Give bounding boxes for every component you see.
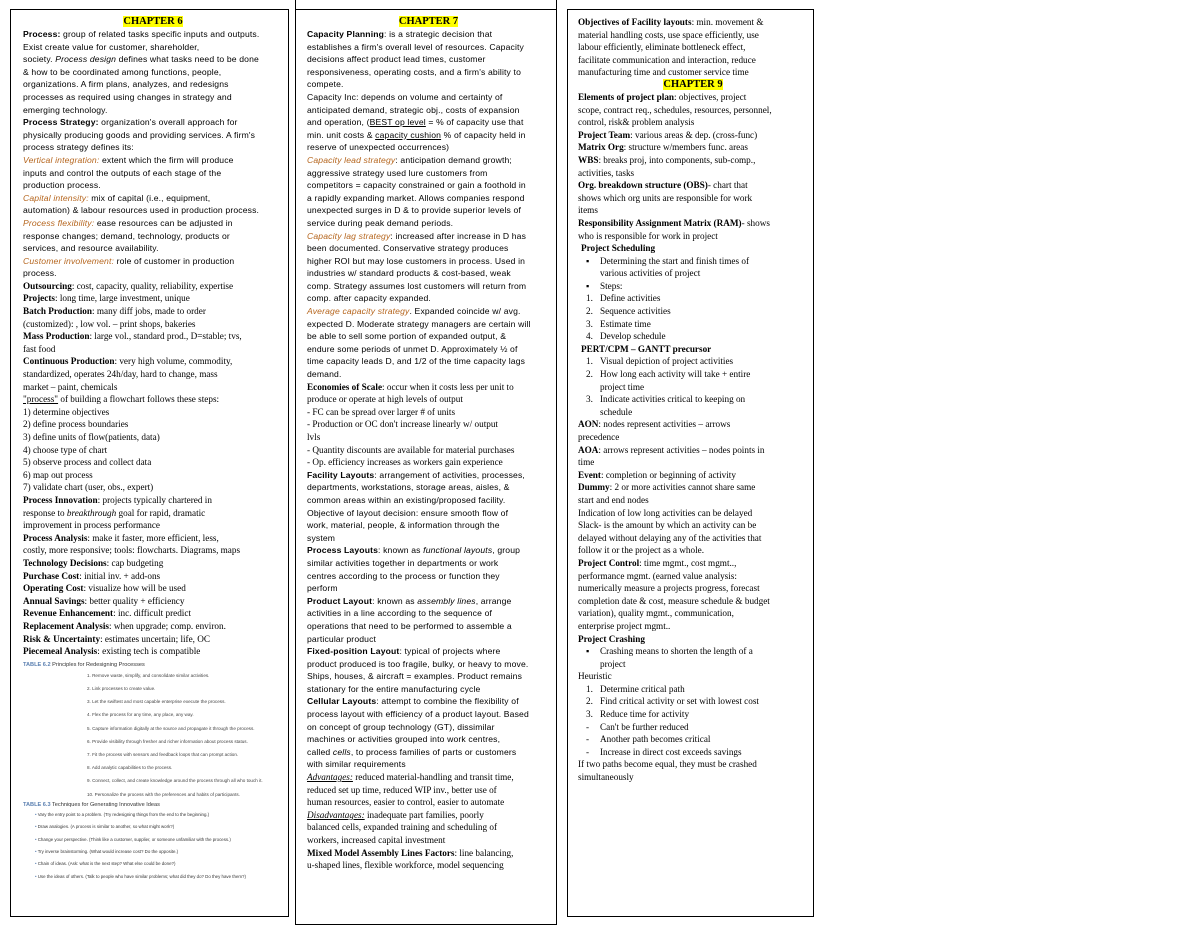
text-line: service during peak demand periods. — [307, 217, 454, 228]
project-plan-notes — [578, 91, 808, 242]
text-line: reserve of unexpected occurrences) — [307, 142, 450, 153]
text-line: market – paint, chemicals — [23, 381, 118, 392]
text-line: comp. after capacity expanded. — [307, 293, 431, 304]
text-line: centres according to the process or function they — [307, 570, 500, 581]
text-line: perform — [307, 583, 338, 594]
text-line: Customer involvement: role of customer in production — [23, 255, 235, 266]
text-line: 4) choose type of chart — [23, 444, 108, 455]
text-line: Slack- is the amount by which an activity can be — [578, 520, 757, 531]
text-line: time — [578, 457, 595, 468]
text-line: activities in a line according to the sequence of — [307, 608, 493, 619]
text-line: Dummy: 2 or more activities cannot share same — [578, 482, 756, 493]
text-line: Capacity Planning: is a strategic decision that — [307, 29, 493, 39]
list-item: 2. Sequence activities — [586, 306, 671, 317]
facility-layout-notes — [307, 469, 550, 771]
text-line: production process. — [23, 180, 101, 191]
text-line: Capital intensity: mix of capital (i.e., equipment, — [23, 192, 211, 203]
process-strategy-notes — [23, 28, 283, 280]
text-line: Operating Cost: visualize how will be used — [23, 583, 186, 594]
text-line: Vertical integration: extent which the firm will produce — [23, 154, 234, 165]
list-item: various activities of project — [600, 268, 701, 279]
scheduling-steps — [578, 292, 808, 342]
text-line: process strategy defines its: — [23, 142, 134, 153]
text-line: Capacity Inc: depends on volume and certainty of — [307, 91, 503, 102]
text-line: fast food — [23, 343, 56, 354]
text-line: workers, increased capital investment — [307, 835, 446, 845]
text-line: Purchase Cost: initial inv. + add-ons — [23, 570, 161, 581]
text-line: emerging technology. — [23, 104, 108, 115]
text-line: common areas within an existing/proposed facility. — [307, 494, 506, 505]
text-line: 2) define process boundaries — [23, 419, 129, 430]
text-line: endure some periods of unmet D. Approximately ½ of — [307, 343, 518, 354]
production-types-notes — [23, 280, 283, 658]
text-line: (customized): , low vol. – print shops, bakeries — [23, 318, 196, 329]
text-line: product produced is too fragile, bulky, or heavy to move. — [307, 658, 529, 669]
text-line: called cells, to process families of parts or customers — [307, 746, 517, 757]
text-line: completion date & cost, measure schedule & budget — [578, 595, 770, 606]
facility-objectives-notes — [578, 16, 808, 79]
text-line: Objectives of Facility layouts: min. movement & — [578, 17, 764, 27]
text-line: and operation, (BEST op level = % of capacity use that — [307, 117, 524, 128]
text-line: Matrix Org: structure w/members func. areas — [578, 142, 748, 153]
text-line: Org. breakdown structure (OBS)- chart that — [578, 180, 748, 191]
chapter-7-column — [295, 9, 557, 925]
text-line: Piecemeal Analysis: existing tech is compatible — [23, 646, 201, 657]
text-line: system — [307, 532, 336, 543]
text-line: activities, tasks — [578, 167, 635, 178]
principles-list — [23, 669, 283, 801]
text-line: follow it or the project as a whole. — [578, 545, 705, 556]
text-line: Process Analysis: make it faster, more efficient, less, — [23, 532, 219, 543]
text-line: enterprise project mgmt.. — [578, 620, 671, 631]
scheduling-heading: Project Scheduling — [581, 243, 656, 254]
technique-row: • Chain of ideas. (Ask: what is the next step? What else could be done?) — [35, 861, 176, 867]
text-line: time capacity leads D, and 1/2 of the time capacity lags — [307, 356, 526, 367]
text-line: Process Strategy: organization's overall approach for — [23, 117, 238, 128]
text-line: Responsibility Assignment Matrix (RAM)- shows — [578, 217, 770, 228]
text-line: Product Layout: known as assembly lines, arrange — [307, 595, 512, 606]
chapter-7-title: CHAPTER 7 — [398, 16, 459, 27]
closing-note — [578, 758, 808, 783]
text-line: operations that need to be performed to assemble a — [307, 620, 512, 631]
text-line: reduced set up time, reduced WIP inv., better use of — [307, 784, 497, 795]
text-line: a rapidly expanding market. Allows companies respond — [307, 192, 525, 203]
crashing-list — [578, 645, 808, 670]
text-line: items — [578, 205, 598, 216]
technique-row: • Vary the entry point to a problem. (Try redesigning things from the end to the beginning.) — [35, 811, 210, 817]
text-line: Mixed Model Assembly Lines Factors: line balancing, — [307, 847, 514, 858]
list-item: ▪ Steps: — [586, 280, 623, 291]
text-line: Batch Production: many diff jobs, made to order — [23, 306, 206, 317]
text-line: Objective of layout decision: ensure smooth flow of — [307, 507, 509, 518]
text-line: similar activities together in departments or work — [307, 557, 499, 568]
text-line: Exist create value for customer, shareholder, — [23, 41, 200, 52]
list-item: - Increase in direct cost exceeds savings — [586, 746, 742, 757]
text-line: higher ROI but may lose customers in process. Used in — [307, 255, 526, 266]
text-line: scope, contract req., schedules, resources, personnel, — [578, 104, 772, 115]
text-line: response to breakthrough goal for rapid, dramatic — [23, 507, 206, 518]
principle-row: 7. Fit the process with sensors and feedback loops that can prompt action. — [87, 751, 239, 757]
text-line: - Production or OC don't increase linearly w/ output — [307, 419, 498, 430]
text-line: industries w/ standard products & cost-based, weak — [307, 268, 511, 279]
text-line: decisions affect product lead times, customer — [307, 54, 486, 65]
principle-row: 10. Personalize the process with the preferences and habits of participants. — [87, 791, 240, 797]
text-line: society. Process design defines what tasks need to be done — [23, 54, 259, 65]
figure-caption: TABLE 6.2 Principles for Redesigning Processes — [23, 661, 145, 668]
text-line: be able to sell some portion of expanded output, & — [307, 331, 507, 342]
text-line: lvls — [307, 432, 321, 442]
list-item: 3. Estimate time — [586, 318, 651, 329]
text-line: Risk & Uncertainty: estimates uncertain; life, OC — [23, 633, 211, 644]
cellular-layout-notes — [307, 771, 550, 872]
text-line: Capacity lead strategy: anticipation demand growth; — [307, 154, 512, 165]
text-line: costly, more responsive; tools: flowcharts. Diagrams, maps — [23, 545, 241, 556]
text-line: WBS: breaks proj, into components, sub-comp., — [578, 154, 756, 165]
text-line: services, and resource availability. — [23, 243, 159, 254]
text-line: Project Crashing — [578, 633, 645, 644]
text-line: response changes; demand, technology, products or — [23, 230, 230, 241]
text-line: Average capacity strategy. Expanded coincide w/ avg. — [307, 306, 521, 317]
chapter-9-title: CHAPTER 9 — [663, 78, 723, 90]
list-item: 2. Find critical activity or set with lowest cost — [586, 696, 759, 707]
heuristic-list — [578, 683, 808, 759]
text-line: comp. Strategy assumes lost customers will return from — [307, 280, 527, 291]
text-line: Project Control: time mgmt., cost mgmt.., — [578, 557, 737, 568]
economies-of-scale-notes — [307, 381, 550, 469]
text-line: 5) observe process and collect data — [23, 457, 152, 468]
text-line: 3) define units of flow(patients, data) — [23, 432, 160, 442]
text-line: Ships, houses, & aircraft = examples. Product remains — [307, 671, 523, 682]
text-line: u-shaped lines, flexible workforce, model sequencing — [307, 860, 504, 871]
text-line: Facility Layouts: arrangement of activities, processes, — [307, 469, 525, 480]
text-line: 7) validate chart (user, obs., expert) — [23, 482, 154, 493]
pert-list — [578, 355, 808, 418]
list-item: - Another path becomes critical — [586, 734, 711, 745]
text-line: produce or operate at high levels of output — [307, 394, 463, 405]
text-line: process. — [23, 268, 57, 279]
text-line: Indication of low long activities can be delayed — [578, 507, 753, 518]
text-line: facilitate communication and interaction, reduce — [578, 54, 756, 65]
text-line: stationary for the entire manufacturing cycle — [307, 683, 481, 694]
text-line: AON: nodes represent activities – arrows — [578, 419, 731, 430]
text-line: 1) determine objectives — [23, 406, 110, 417]
text-line: particular product — [307, 633, 377, 644]
techniques-list — [23, 809, 283, 883]
text-line: Mass Production: large vol., standard prod., D=stable; tvs, — [23, 331, 242, 342]
text-line: Technology Decisions: cap budgeting — [23, 557, 164, 568]
text-line: responsiveness, operating costs, and a firm's ability to — [307, 66, 522, 77]
list-item: schedule — [600, 406, 633, 417]
list-item: 1. Visual depiction of project activities — [586, 356, 734, 367]
text-line: Disadvantages: inadequate part families, poorly — [307, 809, 484, 820]
pert-heading: PERT/CPM – GANTT precursor — [581, 343, 712, 354]
heuristic-label: Heuristic — [578, 671, 612, 682]
text-line: aggressive strategy used lure customers from — [307, 167, 488, 178]
principle-row: 5. Capture information digitally at the source and propagate it through the process. — [87, 725, 255, 731]
technique-row: • Draw analogies. (A process is similar to another, so what might work?) — [35, 824, 175, 830]
text-line: Capacity lag strategy: increased after increase in D has — [307, 230, 527, 241]
table-caption: TABLE 6.3 Techniques for Generating Innovative Ideas — [23, 801, 160, 808]
text-line: Annual Savings: better quality + efficiency — [23, 595, 185, 606]
text-line: Event: completion or beginning of activity — [578, 469, 736, 480]
text-line: Outsourcing: cost, capacity, quality, reliability, expertise — [23, 280, 234, 291]
list-item: 4. Develop schedule — [586, 331, 666, 342]
text-line: Elements of project plan: objectives, project — [578, 91, 747, 102]
text-line: unexpected surges in D & to provide superior levels of — [307, 205, 521, 216]
list-item: project — [600, 658, 626, 669]
text-line: numerically measure a projects progress, forecast — [578, 583, 760, 594]
text-line: Project Team: various areas & dep. (cross-func) — [578, 129, 758, 140]
text-line: establishes a firm's overall level of resources. Capacity — [307, 41, 525, 52]
text-line: delayed without delaying any of the activities that — [578, 532, 762, 543]
text-line: - FC can be spread over larger # of units — [307, 406, 456, 417]
text-line: machines or activities grouped into work centres, — [307, 734, 501, 745]
principle-row: 2. Link processes to create value. — [87, 685, 156, 691]
text-line: standardized, operates 24h/day, hard to change, mass — [23, 369, 218, 380]
text-line: Economies of Scale: occur when it costs less per unit to — [307, 381, 514, 392]
list-item: 3. Indicate activities critical to keeping on — [586, 394, 746, 405]
text-line: performance mgmt. (earned value analysis: — [578, 570, 737, 581]
list-item: 1. Determine critical path — [586, 683, 685, 694]
list-item: ▪ Crashing means to shorten the length of a — [586, 646, 753, 657]
text-line: min. unit costs & capacity cushion % of capacity held in — [307, 129, 526, 140]
text-line: control, risk& problem analysis — [578, 117, 695, 128]
list-item: 1. Define activities — [586, 293, 661, 304]
list-item: 2. How long each activity will take + entire — [586, 369, 751, 380]
text-line: "process" of building a flowchart follows these steps: — [23, 394, 220, 405]
list-item: - Can't be further reduced — [586, 721, 689, 732]
technique-row: • Try inverse brainstorming. (What would increase cost? Do the opposite.) — [35, 848, 179, 854]
text-line: human resources, easier to control, easier to automate — [307, 797, 505, 808]
text-line: start and end nodes — [578, 494, 649, 505]
text-line: compete. — [307, 79, 344, 90]
text-line: Fixed-position Layout: typical of projects where — [307, 646, 501, 657]
text-line: Advantages: reduced material-handling and transit time, — [307, 772, 514, 783]
text-line: anticipated demand, strategic obj., costs of expansion — [307, 104, 520, 115]
text-line: with similar requirements — [307, 759, 406, 770]
text-line: Revenue Enhancement: inc. difficult predict — [23, 608, 191, 619]
text-line: manufacturing time and customer service time — [578, 67, 749, 78]
text-line: simultaneously — [578, 772, 634, 783]
text-line: Cellular Layouts: attempt to combine the flexibility of — [307, 696, 519, 707]
text-line: Continuous Production: very high volume, commodity, — [23, 356, 233, 367]
text-line: Projects: long time, large investment, unique — [23, 293, 190, 304]
chapter-6-title: CHAPTER 6 — [123, 16, 183, 27]
text-line: process layout with efficiency of a product layout. Based — [307, 709, 529, 720]
text-line: improvement in process performance — [23, 520, 160, 531]
text-line: Process Innovation: projects typically chartered in — [23, 494, 212, 505]
principle-row: 1. Remove waste, simplify, and consolidate similar activities. — [87, 672, 210, 678]
text-line: departments, workstations, storage areas, aisles, & — [307, 482, 510, 493]
principle-row: 4. Flex the process for any time, any place, any way. — [87, 712, 194, 718]
text-line: AOA: arrows represent activities – nodes points in — [578, 444, 765, 455]
text-line: shows which org units are responsible for work — [578, 192, 753, 203]
list-item: ▪ Determining the start and finish times of — [586, 255, 750, 266]
text-line: Process Layouts: known as functional layouts, group — [307, 545, 521, 556]
text-line: been documented. Conservative strategy produces — [307, 243, 509, 254]
text-line: on concept of group technology (GT), dissimilar — [307, 721, 495, 732]
chapter-6-column — [10, 9, 289, 917]
text-line: balanced cells, expanded training and scheduling of — [307, 822, 498, 833]
scheduling-list — [578, 255, 808, 293]
text-line: - Quantity discounts are available for material purchases — [307, 444, 515, 455]
text-line: variation), quality mgmt., communication, — [578, 608, 734, 619]
technique-row: • Change your perspective. (Think like a customer, supplier, or someone unfamiliar with the process.) — [35, 836, 231, 842]
text-line: expected D. Moderate strategy managers are certain will — [307, 318, 531, 329]
text-line: inputs and control the outputs of each stage of the — [23, 167, 222, 178]
text-line: competitors = capacity constrained or gain a foothold in — [307, 180, 526, 191]
text-line: If two paths become equal, they must be crashed — [578, 759, 757, 770]
text-line: & how to be coordinated among functions, people, — [23, 66, 222, 77]
text-line: physically producing goods and providing services. A firm's — [23, 129, 256, 140]
text-line: demand. — [307, 369, 342, 380]
text-line: Replacement Analysis: when upgrade; comp. environ. — [23, 620, 226, 631]
text-line: organizations. A firm plans, analyzes, and redesigns — [23, 79, 229, 90]
text-line: Process flexibility: ease resources can be adjusted in — [23, 217, 233, 228]
capacity-planning-notes — [307, 28, 550, 381]
principle-row: 6. Provide visibility through fresher and richer information about process status. — [87, 738, 248, 744]
text-line: labour efficiently, eliminate bottleneck effect, — [578, 42, 746, 53]
text-line: Process: group of related tasks specific inputs and outputs. — [23, 29, 260, 39]
text-line: processes as required using changes in strategy and — [23, 91, 232, 102]
text-line: 6) map out process — [23, 469, 93, 480]
chapter-9-column — [567, 9, 814, 917]
principle-row: 9. Connect, collect, and create knowledge around the process through all who touch it. — [87, 778, 263, 784]
principle-row: 8. Add analytic capabilities to the process. — [87, 765, 173, 771]
text-line: material handling costs, use space efficiently, use — [578, 29, 759, 40]
text-line: who is responsible for work in project — [578, 230, 718, 241]
technique-row: • Use the ideas of others. (Talk to people who have similar problems; what did they do? Do they have them?) — [35, 873, 246, 879]
text-line: precedence — [578, 432, 620, 442]
network-notes — [578, 418, 808, 645]
text-line: - Op. efficiency increases as workers gain experience — [307, 457, 503, 468]
list-item: 3. Reduce time for activity — [586, 709, 690, 720]
text-line: automation) & labour resources used in production process. — [23, 205, 260, 216]
principle-row: 3. Let the swiftest and most capable enterprise execute the process. — [87, 699, 226, 705]
redesign-principles-figure — [23, 661, 283, 883]
list-item: project time — [600, 381, 645, 392]
text-line: work, material, people, & information through the — [307, 520, 500, 531]
